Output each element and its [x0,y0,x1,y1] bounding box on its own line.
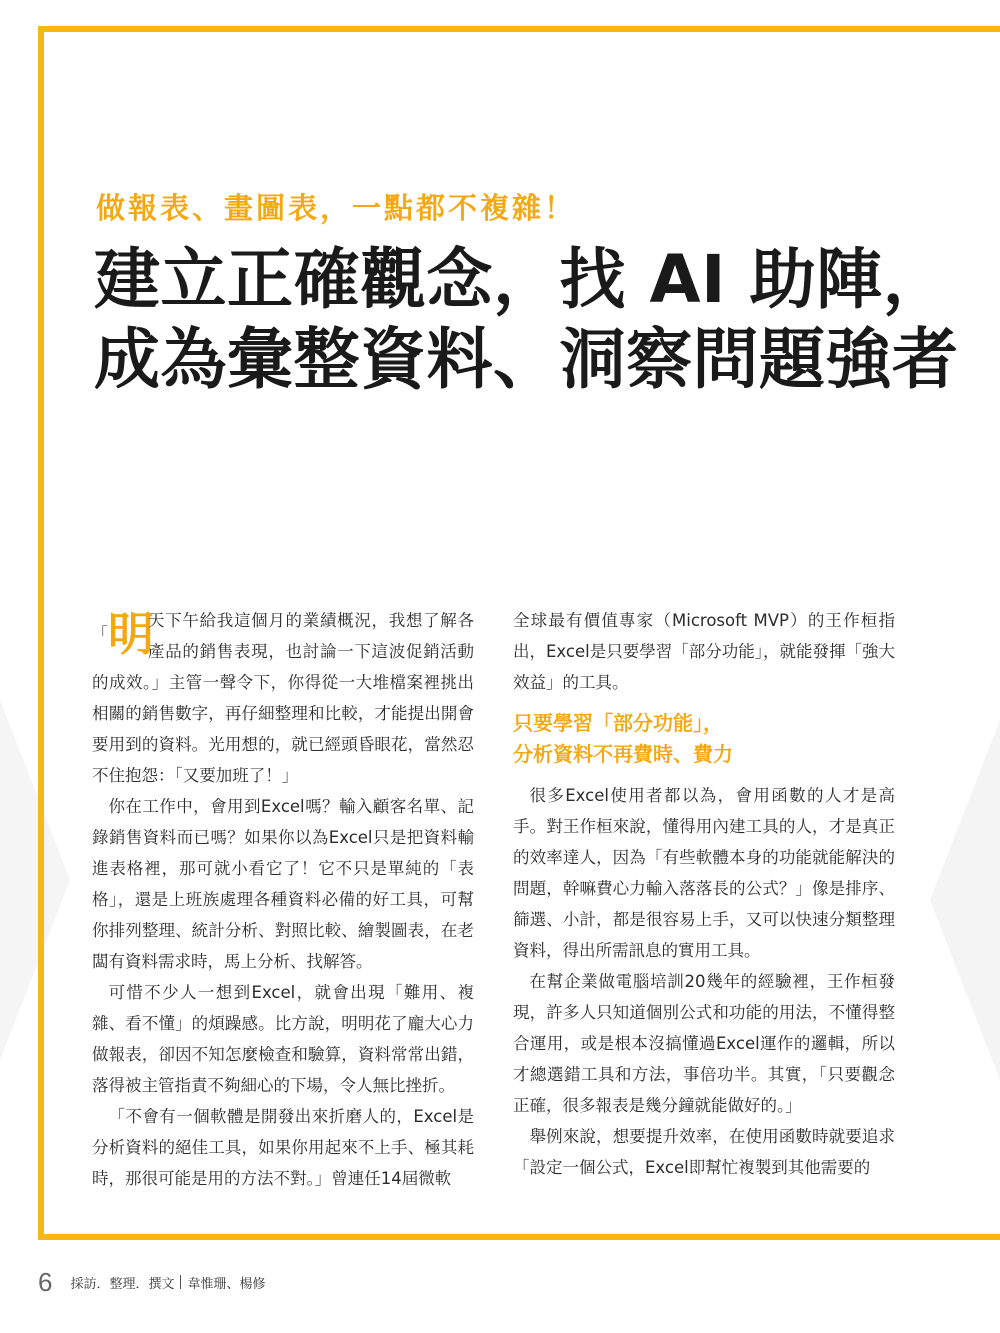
article-column-right [513,605,895,1183]
kicker-headline: 做報表、畫圖表，一點都不複雜！ [96,191,577,225]
credit-roles: 採訪．整理．撰文 [70,1276,175,1292]
page-footer [38,1266,938,1298]
article-paragraph: 你在工作中，會用到Excel嗎？輸入顧客名單、記錄銷售資料而已嗎？如果你以為Excel只是把資料輸進表格裡，那可就小看它了！它不只是單純的「表格」，還是上班族處理各種資料必備的好工具，可幫你排列整理、統計分析、對照比較、繪製圖表，在老闆有資料需求時，馬上分析、找解答。 [92,797,474,971]
subheading-line-2: 分析資料不再費時、費力 [513,742,733,766]
page-number: 6 [38,1266,53,1297]
article-paragraph [92,605,474,791]
credit-authors: 韋惟珊、楊修 [187,1276,266,1292]
title-line-2: 成為彙整資料、洞察問題強者 [94,321,959,398]
title-line-1: 建立正確觀念，找 AI 助陣， [94,241,950,318]
article-paragraph: 很多Excel使用者都以為，會用函數的人才是高手。對王作桓來說，懂得用內建工具的人，才是真正的效率達人，因為「有些軟體本身的功能就能解決的問題，幹嘛費心力輸入落落長的公式？」像是排序、篩選、小計，都是很容易上手，又可以快速分類整理資料，得出所需訊息的實用工具。 [513,786,895,960]
article-paragraph: 可惜不少人一想到Excel，就會出現「難用、複雜、看不懂」的煩躁感。比方說，明明花了龐大心力做報表，卻因不知怎麼檢查和驗算，資料常常出錯，落得被主管指責不夠細心的下場，令人無比挫折。 [92,983,474,1095]
subheading-line-1: 只要學習「部分功能」， [513,711,723,735]
article-column-left [92,605,474,1194]
article-paragraph: 全球最有價值專家（Microsoft MVP）的王作桓指出，Excel是只要學習「部分功能」，就能發揮「強大效益」的工具。 [513,611,895,692]
article-paragraph: 「不會有一個軟體是開發出來折磨人的，Excel是分析資料的絕佳工具，如果你用起來不上手、極其耗時，那很可能是用的方法不對。」曾連任14屆微軟 [92,1107,474,1188]
credit-divider [180,1275,181,1289]
article-paragraph: 舉例來說，想要提升效率，在使用函數時就要追求「設定一個公式，Excel即幫忙複製到其他需要的 [513,1127,895,1177]
article-paragraph: 在幫企業做電腦培訓20幾年的經驗裡，王作桓發現，許多人只知道個別公式和功能的用法，不懂得整合運用，或是根本沒搞懂過Excel運作的邏輯，所以才總選錯工具和方法，事倍功半。其實，「只要觀念正確，很多報表是幾分鐘就能做好的。」 [513,972,895,1115]
dropcap-letter: 明 [108,607,155,661]
paragraph-text: 天下午給我這個月的業績概況，我想了解各產品的銷售表現，也討論一下這波促銷活動的成效。」主管一聲令下，你得從一大堆檔案裡挑出相關的銷售數字，再仔細整理和比較，才能提出開會要用到的資料。光用想的，就已經頭昏眼花，當然忍不住抱怨：「又要加班了！」 [92,611,474,785]
dropcap [92,607,155,661]
page-title [94,240,974,400]
opening-quote: 「 [92,624,109,643]
section-subheading [513,708,895,770]
